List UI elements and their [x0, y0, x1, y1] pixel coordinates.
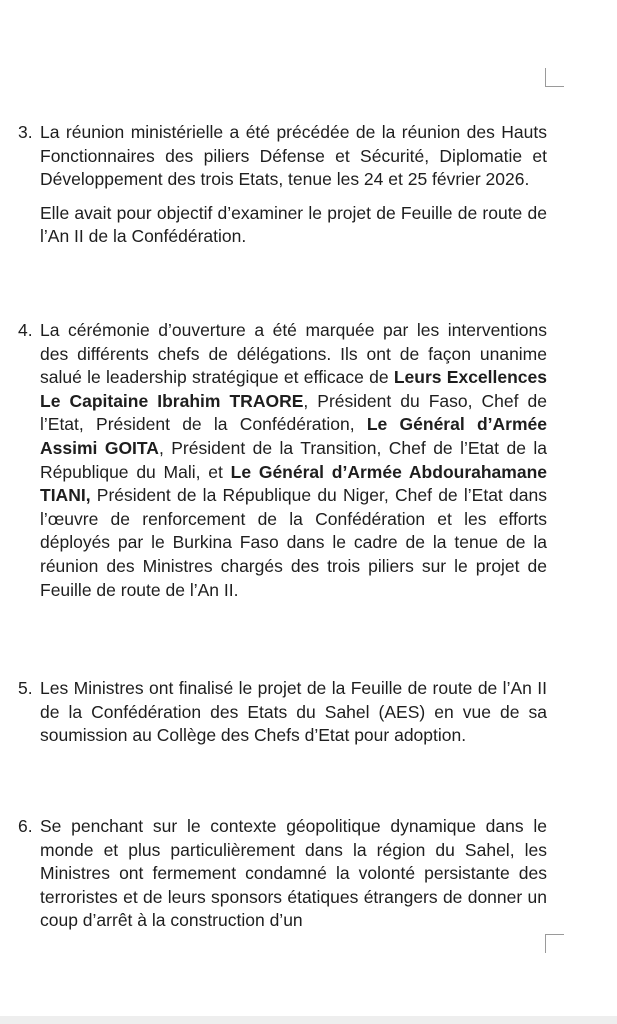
item-number: 6.: [18, 816, 33, 836]
paragraph-3-text: La réunion ministérielle a été précédée de la réunion des Hauts Fonctionnaires des piliers Défense et Sécurité, Diplomatie et Développement des trois Etats, tenue les 24 et 25 février 2026.: [40, 122, 547, 190]
text-segment: La cérémonie d’ouverture a été marquée par les interventions des différents chefs de délégations. Ils ont de façon unanime salué le leadership stratégique et efficace de: [40, 320, 547, 388]
paragraph-5-text: Les Ministres ont finalisé le projet de la Feuille de route de l’An II de la Confédération des Etats du Sahel (AES) en vue de sa soumission au Collège des Chefs d’Etat pour adoption.: [40, 678, 547, 746]
bottom-bar: [0, 1016, 617, 1024]
paragraph-6-text: Se penchant sur le contexte géopolitique dynamique dans le monde et plus particulièrement dans la région du Sahel, les Ministres ont fermement condamné la volonté persistante des terroristes et de leurs sponsors étatiques étrangers de donner un coup d’arrêt à la construction d’un: [40, 816, 547, 931]
paragraph-3-followup: Elle avait pour objectif d’examiner le projet de Feuille de route de l’An II de la Confédération.: [40, 202, 547, 247]
page-corner-mark-bottom: [545, 934, 564, 953]
paragraph-5: [18, 677, 547, 748]
text-segment: , Président de la Transition, Chef de l’Etat de la République du Mali, et: [40, 437, 547, 482]
paragraph-4: [18, 319, 547, 602]
text-segment: , Président du Faso, Chef de l’Etat, Président de la Confédération,: [40, 390, 547, 435]
bold-name-goita: Le Général d’Armée Assimi GOITA: [40, 414, 547, 458]
item-number: 4.: [18, 320, 33, 340]
paragraph-4-text: [40, 319, 547, 602]
page-corner-mark-top: [545, 68, 564, 87]
item-number: 3.: [18, 122, 33, 142]
bold-name-traore: Leurs Excellences Le Capitaine Ibrahim TRAORE: [40, 367, 547, 411]
paragraph-6: [18, 815, 547, 933]
bold-name-tiani: Le Général d’Armée Abdourahamane TIANI,: [40, 461, 548, 506]
paragraph-3: [18, 121, 547, 249]
item-number: 5.: [18, 678, 33, 698]
text-segment: Président de la République du Niger, Chef de l’Etat dans l’œuvre de renforcement de la Confédération et les efforts déployés par le Burkina Faso dans le cadre de la tenue de la réunion des Ministres chargés des trois piliers sur le projet de Feuille de route de l’An II.: [40, 485, 547, 600]
